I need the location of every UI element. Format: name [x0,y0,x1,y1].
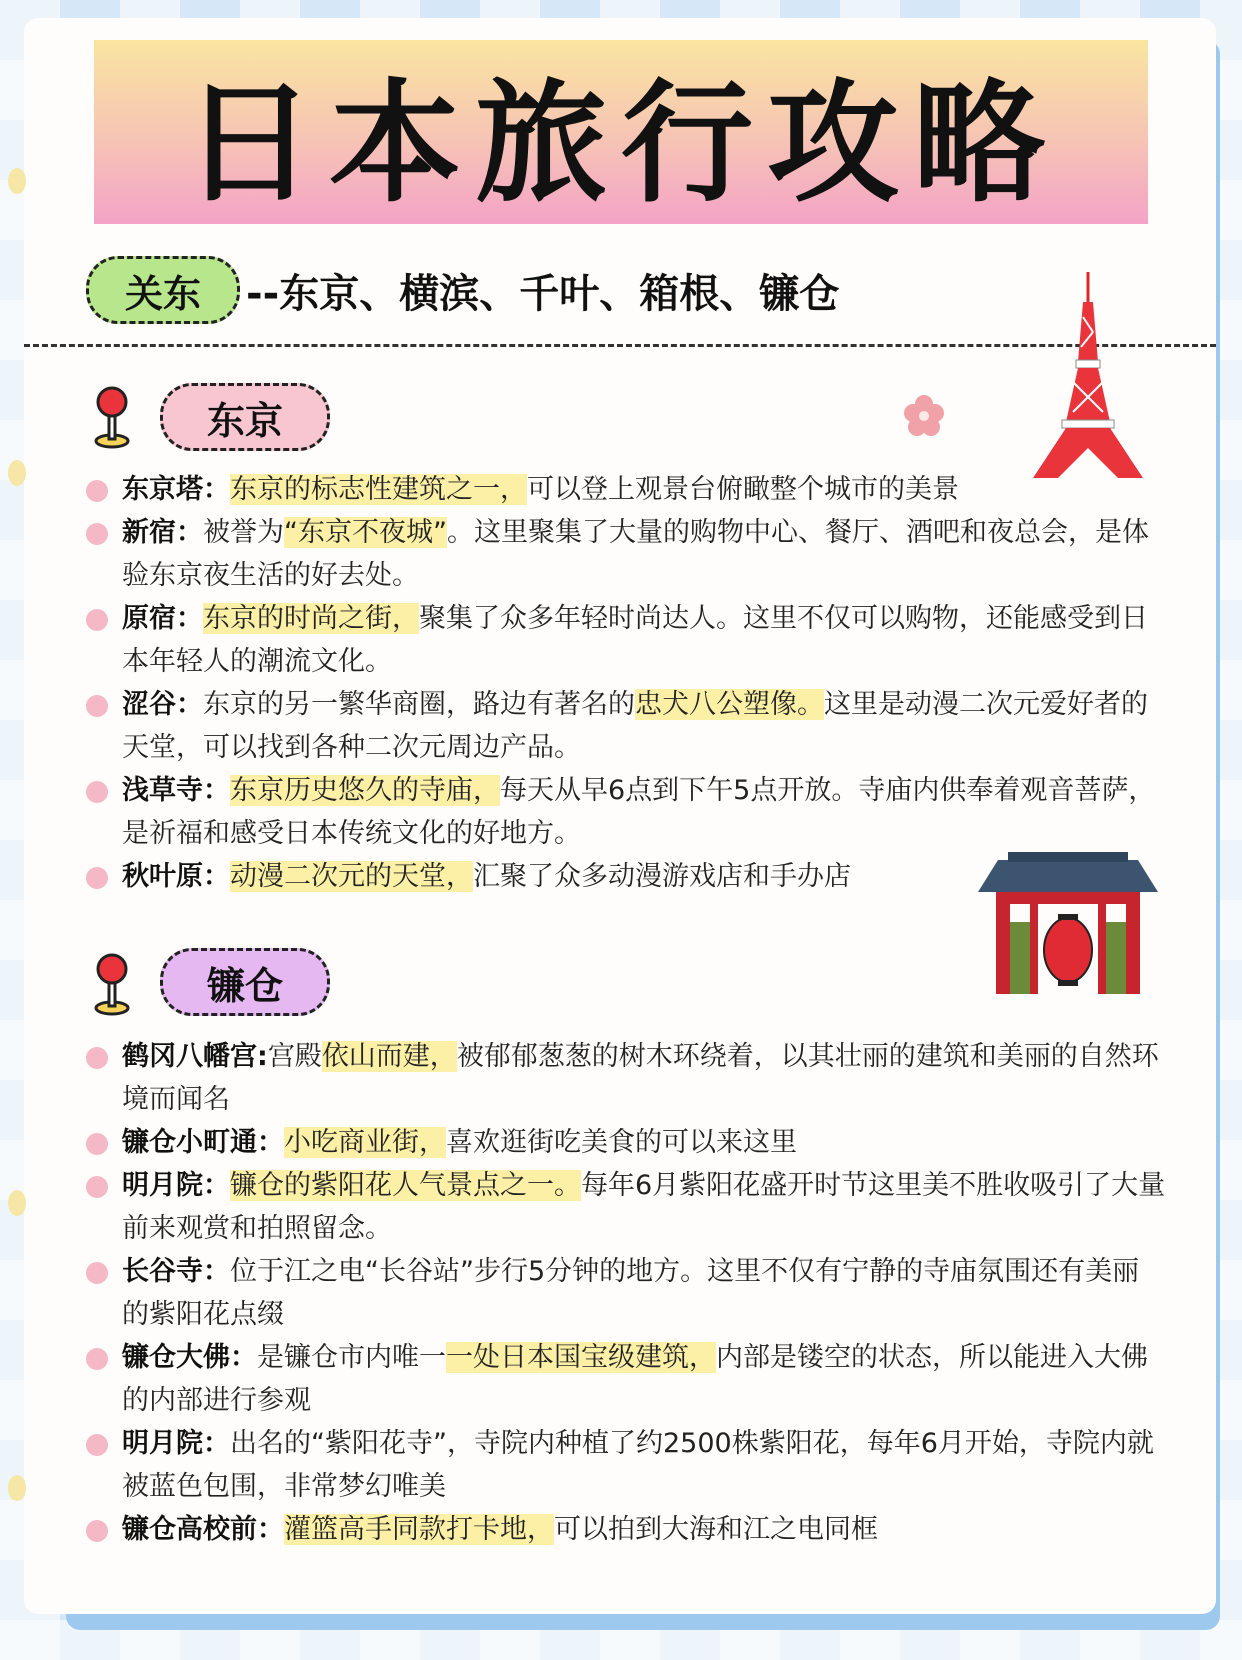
spot-name: 镰仓小町通： [122,1127,284,1158]
highlight-text: 镰仓的紫阳花人气景点之一。 [230,1170,581,1201]
highlight-text: “东京不夜城” [284,517,447,548]
bullet-dot [86,1520,108,1542]
map-pin-icon [92,385,132,449]
spot-name: 涩谷： [122,689,203,720]
side-dot [8,168,26,194]
list-item: 东京塔：东京的标志性建筑之一，可以登上观景台俯瞰整个城市的美景 [86,468,1166,511]
bullet-dot [86,867,108,889]
spot-name: 浅草寺： [122,775,230,806]
bullet-dot [86,1133,108,1155]
map-pin-icon [92,952,132,1016]
list-item: 明月院：出名的“紫阳花寺”，寺院内种植了约2500株紫阳花，每年6月开始，寺院内就被蓝色包围，非常梦幻唯美 [86,1422,1166,1508]
spot-name: 新宿： [122,517,203,548]
list-item: 鹤冈八幡宫:宫殿依山而建，被郁郁葱葱的树木环绕着，以其壮丽的建筑和美丽的自然环境而闻名 [86,1035,1166,1121]
bullet-dot [86,609,108,631]
bullet-dot [86,1176,108,1198]
list-item: 原宿：东京的时尚之街，聚集了众多年轻时尚达人。这里不仅可以购物，还能感受到日本年轻人的潮流文化。 [86,597,1166,683]
kamakura-spot-list [86,1035,1166,1551]
highlight-text: 依山而建， [321,1041,457,1072]
list-item: 明月院：镰仓的紫阳花人气景点之一。每年6月紫阳花盛开时节这里美不胜收吸引了大量前来观赏和拍照留念。 [86,1164,1166,1250]
list-item: 涩谷：东京的另一繁华商圈，路边有著名的忠犬八公塑像。这里是动漫二次元爱好者的天堂，可以找到各种二次元周边产品。 [86,683,1166,769]
bullet-dot [86,1434,108,1456]
temple-gate-icon [978,852,1158,994]
tokyo-tower-icon [1028,272,1148,478]
spot-name: 长谷寺： [122,1256,230,1287]
region-tag: 关东 [86,256,240,324]
list-item: 浅草寺：东京历史悠久的寺庙，每天从早6点到下午5点开放。寺庙内供奉着观音菩萨，是祈福和感受日本传统文化的好地方。 [86,769,1166,855]
bullet-dot [86,781,108,803]
page-title: 日本旅行攻略 [183,67,1059,221]
spot-name: 镰仓大佛： [122,1342,257,1373]
bullet-dot [86,695,108,717]
highlight-text: 东京历史悠久的寺庙， [230,775,500,806]
bullet-dot [86,1047,108,1069]
spot-name: 东京塔： [122,474,230,505]
highlight-text: 忠犬八公塑像。 [635,689,824,720]
spot-name: 明月院： [122,1170,230,1201]
spot-name: 镰仓高校前： [122,1514,284,1545]
spot-name: 鹤冈八幡宫: [122,1041,268,1072]
list-item: 秋叶原：动漫二次元的天堂，汇聚了众多动漫游戏店和手办店 [86,855,1166,898]
title-banner [94,40,1148,224]
list-item: 镰仓大佛：是镰仓市内唯一一处日本国宝级建筑，内部是镂空的状态，所以能进入大佛的内部进行参观 [86,1336,1166,1422]
highlight-text: 东京的标志性建筑之一， [230,474,527,505]
spot-name: 明月院： [122,1428,230,1459]
section-tag-kamakura: 镰仓 [160,948,330,1016]
highlight-text: 动漫二次元的天堂， [230,861,473,892]
highlight-text: 灌篮高手同款打卡地， [284,1514,554,1545]
highlight-text: 东京的时尚之街， [203,603,419,634]
sakura-flower-icon [902,394,946,438]
list-item: 新宿：被誉为“东京不夜城”。这里聚集了大量的购物中心、餐厅、酒吧和夜总会，是体验东京夜生活的好去处。 [86,511,1166,597]
region-description: --东京、横滨、千叶、箱根、镰仓 [246,271,840,317]
highlight-text: 小吃商业街， [284,1127,446,1158]
bullet-dot [86,523,108,545]
bullet-dot [86,1262,108,1284]
side-dot [8,460,26,486]
spot-name: 原宿： [122,603,203,634]
tokyo-spot-list [86,468,1166,898]
highlight-text: 一处日本国宝级建筑， [446,1342,716,1373]
list-item: 镰仓小町通：小吃商业街，喜欢逛街吃美食的可以来这里 [86,1121,1166,1164]
section-tag-tokyo: 东京 [160,383,330,451]
bullet-dot [86,1348,108,1370]
list-item: 长谷寺：位于江之电“长谷站”步行5分钟的地方。这里不仅有宁静的寺庙氛围还有美丽的紫阳花点缀 [86,1250,1166,1336]
list-item: 镰仓高校前：灌篮高手同款打卡地，可以拍到大海和江之电同框 [86,1508,1166,1551]
side-dot [8,1190,26,1216]
spot-name: 秋叶原： [122,861,230,892]
bullet-dot [86,480,108,502]
side-dot [8,1475,26,1501]
